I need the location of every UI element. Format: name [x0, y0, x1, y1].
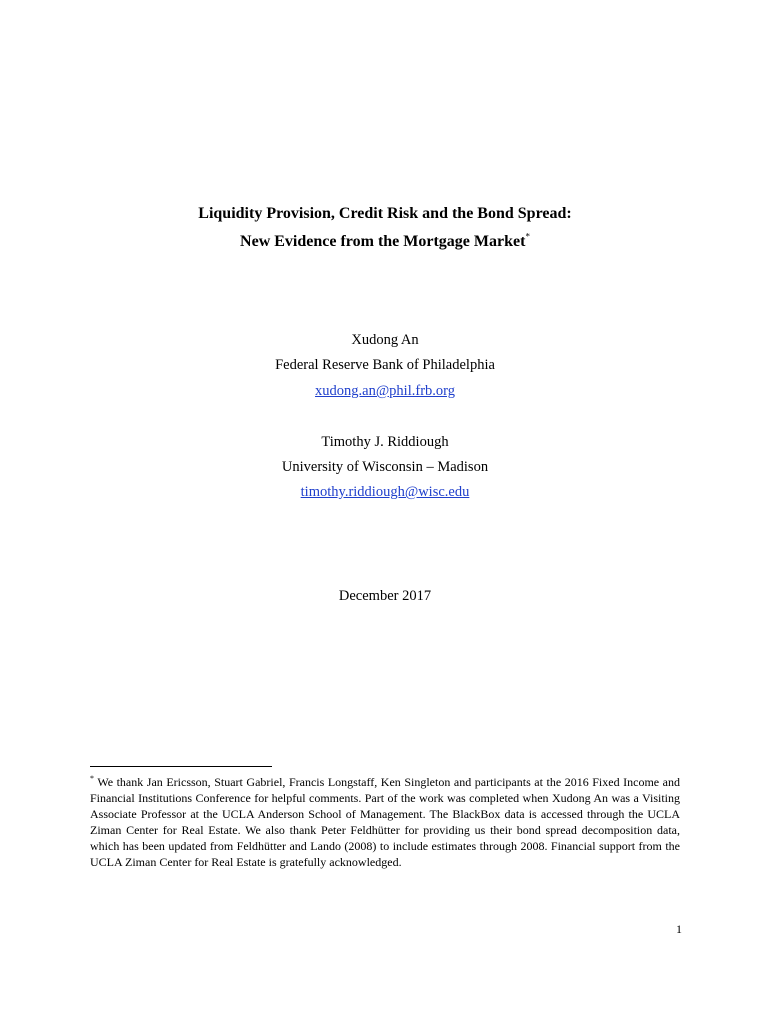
author-2-email-link[interactable]: timothy.riddiough@wisc.edu	[300, 484, 470, 500]
author-1-email-link[interactable]: xudong.an@phil.frb.org	[315, 383, 455, 399]
paper-title-line-2-text: New Evidence from the Mortgage Market	[240, 233, 526, 250]
author-2-affiliation: University of Wisconsin – Madison	[281, 459, 489, 475]
author-2-name: Timothy J. Riddiough	[321, 434, 449, 450]
footnote	[90, 774, 680, 870]
paper-date: December 2017	[338, 588, 432, 604]
author-1-affiliation: Federal Reserve Bank of Philadelphia	[275, 357, 495, 373]
footnote-divider	[90, 766, 272, 767]
footnote-text: We thank Jan Ericsson, Stuart Gabriel, Francis Longstaff, Ken Singleton and participants at the 2016 Fixed Income and Financial Institutions Conference for helpful comments. Part of the work was completed when Xudong An was a Visiting Associate Professor at the UCLA Anderson School of Management. The BlackBox data is accessed through the UCLA Ziman Center for Real Estate. We also thank Peter Feldhütter for providing us their bond spread decomposition data, which has been updated from Feldhütter and Lando (2008) to include estimates through 2008. Financial support from the UCLA Ziman Center for Real Estate is gratefully acknowledged.	[90, 775, 680, 869]
title-footnote-marker: *	[525, 231, 530, 242]
author-2-email-line	[0, 483, 770, 501]
paper-title-line-1	[0, 204, 770, 224]
author-1-name: Xudong An	[351, 332, 419, 348]
paper-title-line-1-text: Liquidity Provision, Credit Risk and the Bond Spread:	[198, 205, 572, 222]
author-1-email-line	[0, 382, 770, 400]
page-number: 1	[676, 922, 682, 936]
footnote-marker: *	[90, 774, 94, 783]
paper-title-line-2	[0, 232, 770, 252]
